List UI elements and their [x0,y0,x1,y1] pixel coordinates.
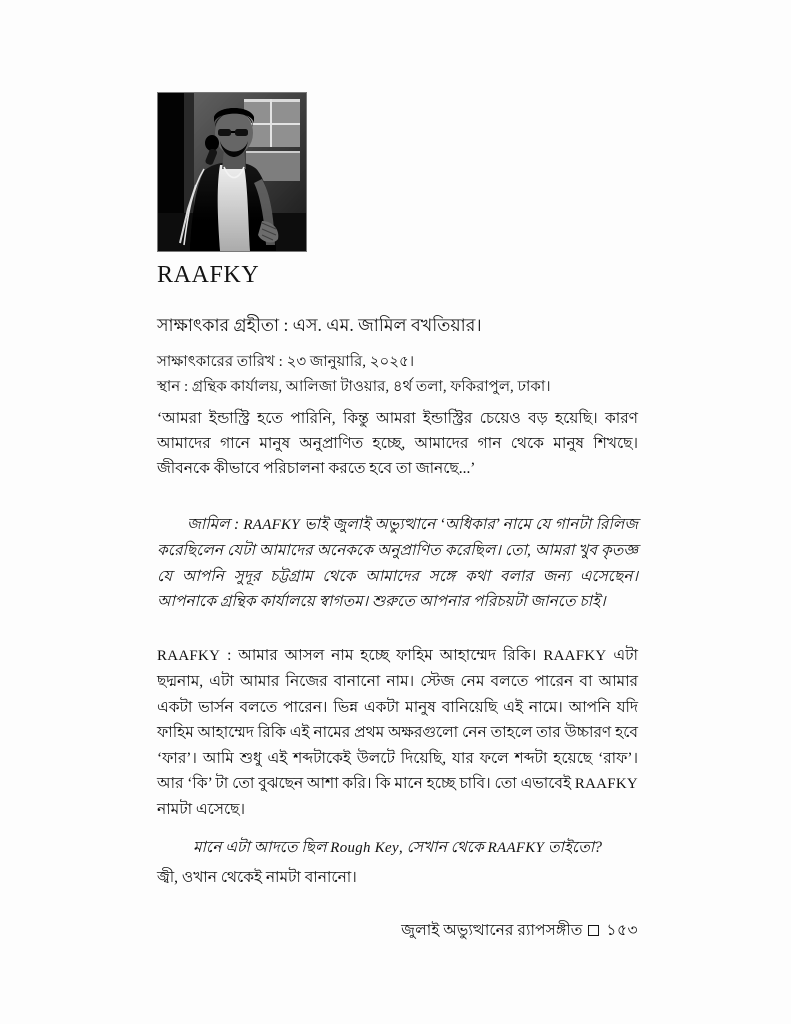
rapper-singing-into-microphone-photo [158,93,306,251]
question-jamil-1 [157,512,638,614]
interview-metadata [157,351,637,402]
page-footer [157,918,638,944]
pull-quote: ‘আমরা ইন্ডাস্ট্রি হতে পারিনি, কিন্তু আমরা ইন্ডাস্ট্রির চেয়েও বড় হয়েছি। কারণ আমাদের গানে মানুষ অনুপ্রাণিত হচ্ছে, আমাদের গান থেকে মানুষ শিখছে। জীবনকে কীভাবে পরিচালনা করতে হবে তা জানছে...’ [157,410,638,477]
artist-photo [157,92,307,252]
question-2-lead: মানে এটা আদতে ছিল [193,839,331,857]
artist-name-latin: RAAFKY [243,517,300,534]
question-1-body: ভাই জুলাই অভ্যুত্থানে ‘অধিকার’ নামে যে গানটা রিলিজ করেছিলেন যেটা আমাদের অনেককে অনুপ্রাণিত করেছিল। তো, আমরা খুব কৃতজ্ঞ যে আপনি সুদূর চট্টগ্রাম থেকে আমাদের সঙ্গে কথা বলার জন্য এসেছেন। আপনাকে গ্রন্থিক কার্যালয়ে স্বাগতম। শুরুতে আপনার পরিচয়টা জানতে চাই। [157,516,638,611]
artist-name-latin: RAAFKY [543,648,607,665]
question-2-tail: তাইতো? [544,839,602,857]
page-title: RAAFKY [157,262,260,288]
answer-raafky-2: জ্বী, ওখান থেকেই নামটা বানানো। [157,869,357,887]
artist-name-latin: RAAFKY [487,840,545,857]
running-head: জুলাই অভ্যুত্থানের র‍্যাপসঙ্গীত [401,922,583,939]
rough-key-latin: Rough Key [330,840,399,857]
interview-date-line: সাক্ষাৎকারের তারিখ : ২৩ জানুয়ারি, ২০২৫। [157,354,415,370]
question-jamil-2 [157,835,638,861]
square-bullet-icon [588,925,599,936]
answer-raafky-1 [157,643,638,822]
interview-place-line: স্থান : গ্রন্থিক কার্যালয়, আলিজা টাওয়ার, ৪র্থ তলা, ফকিরাপুল, ঢাকা। [157,379,551,396]
speaker-label-latin: RAAFKY [157,648,221,665]
answer-1-part-2: এটা ছদ্মনাম, এটা আমার নিজের বানানো নাম। স্টেজ নেম বলতে পারেন বা আমার একটা ভার্সন বলতে পারেন। ভিন্ন একটা মানুষ বানিয়েছি এই নামে। আপনি যদি ফাহিম আহাম্মেদ রিকি এই নামের প্রথম অক্ষরগুলো নেন তাহলে তার উচ্চারণ হবে ‘ফার’। আমি শুধু এই শব্দটাকেই উলটে দিয়েছি, যার ফলে শব্দটা হয়েছে ‘রাফ’। আর ‘কি’ টা তো বুঝছেন আশা করি। কি মানে হচ্ছে চাবি। তো এভাবেই [157,647,638,793]
answer-1-part-3: নামটা এসেছে। [157,801,245,819]
page-number: ১৫৩ [606,922,638,939]
question-1-lead: জামিল : [187,516,244,534]
question-2-middle: , সেখান থেকে [398,839,488,857]
artist-name-latin: RAAFKY [574,776,638,793]
answer-1-part-1: : আমার আসল নাম হচ্ছে ফাহিম আহাম্মেদ রিকি। [220,647,544,665]
interviewer-line: সাক্ষাৎকার গ্রহীতা : এস. এম. জামিল বখতিয়ার। [157,315,482,335]
